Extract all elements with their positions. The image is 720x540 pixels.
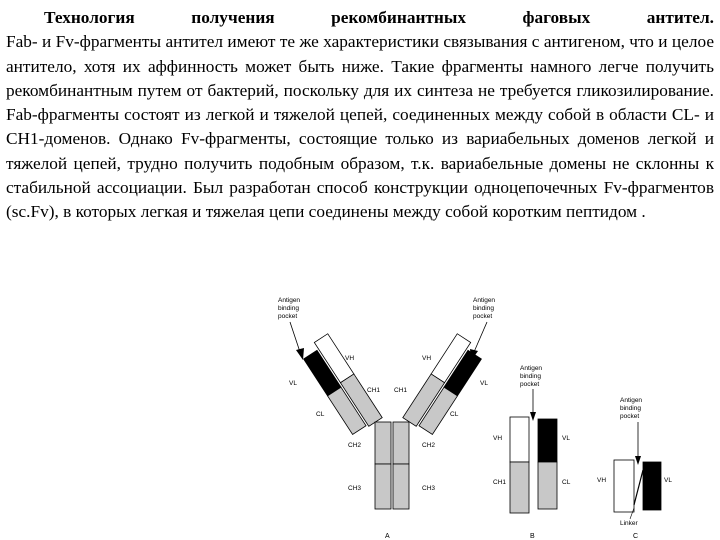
label-vl-right: VL xyxy=(480,380,488,387)
label-vl-b: VL xyxy=(562,435,570,442)
pocket-label-c-1: Antigen xyxy=(620,397,643,404)
pocket-label-right-3: pocket xyxy=(473,313,493,320)
label-vh-left: VH xyxy=(345,355,355,362)
ch3-domain-left xyxy=(375,464,391,509)
pocket-arrowhead-c xyxy=(635,456,641,465)
pocket-label-left-3: pocket xyxy=(278,313,298,320)
slide-paragraph: Fab- и Fv-фрагменты антител имеют те же характеристики связывания с антигеном, что и целое антитело, хотя их аффинность может быть ниже. Такие фрагменты намного легче получить рекомбинантным путем от бактерий, поскольку для их синтеза не требуется гликозилирование. Fab-фрагменты состоят из легкой и тяжелой цепей, соединенных между собой в области CL- и CH1-доменов. Однако Fv-фрагменты, состоящие только из вариабельных доменов легкой и тяжелой цепей, трудно получить подобным образом, т.к. вариабельные домены не склонны к стабильной ассоциации. Был разработан способ конструкции одноцепочечных Fv-фрагментов (sc.Fv), в которых легкая и тяжелая цепи соединены между собой коротким пептидом . xyxy=(6,32,714,222)
label-ch2-right: CH2 xyxy=(422,442,436,449)
pocket-arrowhead-left xyxy=(296,348,304,360)
label-ch3-right: CH3 xyxy=(422,485,436,492)
label-c: C xyxy=(633,533,639,540)
label-ch2-left: CH2 xyxy=(348,442,362,449)
label-ch3-left: CH3 xyxy=(348,485,362,492)
pocket-label-left-2: binding xyxy=(278,305,299,312)
ch3-domain-right xyxy=(393,464,409,509)
label-vh-b: VH xyxy=(493,435,503,442)
label-cl-left: CL xyxy=(316,411,325,418)
ch1-domain-b xyxy=(510,462,529,513)
pocket-arrowhead-b xyxy=(530,412,536,421)
diagram-b xyxy=(493,365,571,540)
vl-domain-c xyxy=(643,462,661,510)
pocket-label-right-2: binding xyxy=(473,305,494,312)
vh-domain-c xyxy=(614,460,634,512)
label-vl-c: VL xyxy=(664,477,672,484)
label-vh-c: VH xyxy=(597,477,607,484)
vl-domain-b xyxy=(538,419,557,462)
pocket-arrow-right xyxy=(474,322,487,352)
label-a: A xyxy=(385,533,390,540)
pocket-label-b-2: binding xyxy=(520,373,541,380)
pocket-label-c-2: binding xyxy=(620,405,641,412)
label-vl-left: VL xyxy=(289,380,297,387)
label-ch1-left: CH1 xyxy=(367,387,381,394)
pocket-label-left-1: Antigen xyxy=(278,297,301,304)
slide-title: Технология получения рекомбинантных фаговых антител. xyxy=(44,8,714,27)
label-ch1-b: CH1 xyxy=(493,479,507,486)
label-cl-right: CL xyxy=(450,411,459,418)
linker-peptide xyxy=(634,470,643,505)
diagram-c xyxy=(597,397,672,540)
label-vh-right: VH xyxy=(422,355,432,362)
pocket-label-right-1: Antigen xyxy=(473,297,496,304)
label-linker: Linker xyxy=(620,520,638,527)
pocket-arrow-left xyxy=(290,322,300,352)
diagram-a xyxy=(278,297,495,540)
pocket-label-b-1: Antigen xyxy=(520,365,543,372)
cl-domain-b xyxy=(538,462,557,509)
ch2-domain-left xyxy=(375,422,391,464)
label-ch1-right: CH1 xyxy=(394,387,408,394)
pocket-label-c-3: pocket xyxy=(620,413,640,420)
label-cl-b: CL xyxy=(562,479,571,486)
pocket-label-b-3: pocket xyxy=(520,381,540,388)
vh-domain-b xyxy=(510,417,529,462)
label-b: B xyxy=(530,533,535,540)
ch2-domain-right xyxy=(393,422,409,464)
